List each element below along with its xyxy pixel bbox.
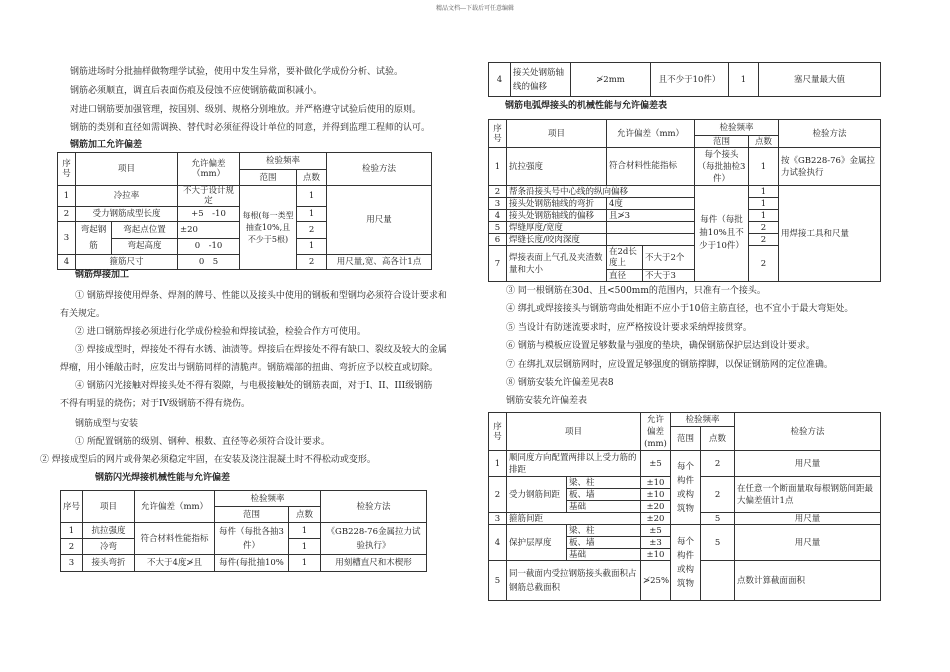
th-range: 范围: [215, 507, 289, 523]
cell: ±20: [641, 501, 671, 513]
cell: 不大于设计规定: [178, 186, 240, 207]
cell: 按《GB228-76》金属拉力试验执行: [779, 148, 881, 186]
cell: 5: [489, 561, 507, 601]
cell: 5: [489, 222, 507, 234]
cell: 在任意一个断面量取每根钢筋间距最大偏差值计1点: [735, 477, 881, 513]
page-header: 精品文档---下载后可任意编辑: [435, 5, 515, 12]
cell: 用尺量: [735, 513, 881, 525]
cell: 2: [749, 222, 779, 234]
cell: 焊缝厚度/宽度: [507, 222, 607, 234]
cell: 抗拉强度: [83, 523, 135, 539]
table2-title: 钢筋闪光焊接机械性能与允许偏差: [95, 473, 231, 483]
cell: 不大于2个: [643, 246, 695, 270]
cell: 每件（每批各抽3件）: [215, 523, 289, 555]
th-tolerance: 允许偏差(mm): [641, 413, 671, 451]
cell: 2: [701, 451, 735, 477]
th-no: 序号: [58, 153, 76, 186]
cell: 保护层厚度: [507, 525, 567, 561]
th-points: 点数: [701, 427, 735, 451]
weld-line-7: 不得有明显的烧伤；对于IV级钢筋不得有烧伤。: [60, 399, 251, 409]
weld-line-1: ① 钢筋焊接使用焊条、焊剂的牌号、性能以及接头中使用的钢板和型钢均必须符合设计要求和: [75, 291, 447, 301]
cell: 2: [297, 255, 327, 270]
cell: ±20: [178, 222, 240, 239]
cell: 焊接表面上气孔及夹渣数量和大小: [507, 246, 607, 282]
cell: ±10: [641, 489, 671, 501]
cell: 2: [58, 207, 76, 222]
cell: 7: [489, 246, 507, 282]
cell: 符合材料性能指标: [607, 148, 695, 186]
cell: 1: [58, 186, 76, 207]
note-4: ④ 绑扎或焊接接头与钢筋弯曲处相距不应小于10倍主筋直径，也不宜小于最大弯矩处。: [506, 304, 854, 314]
cell: 每个构件或构筑物: [671, 525, 701, 601]
cell: 接关处钢筋轴线的偏移: [511, 63, 571, 97]
cell: 1: [289, 539, 321, 555]
cell: 焊缝长度/咬肉深度: [507, 234, 607, 246]
cell: 5: [701, 525, 735, 561]
cell: 1: [297, 207, 327, 222]
cell: 不大于4度≯且: [135, 555, 215, 572]
cell: 弯起点位置: [112, 222, 178, 239]
cell: 1: [297, 238, 327, 255]
th-points: 点数: [749, 136, 779, 148]
table-rebar-processing: [57, 152, 432, 270]
cell: 1: [749, 198, 779, 210]
cell: 用刻槽直尺和木楔形: [321, 555, 427, 572]
th-no: 序号: [489, 120, 507, 148]
cell: ≯2mm: [571, 63, 651, 97]
cell: 1: [289, 523, 321, 539]
cell: 在2d长度上: [607, 246, 643, 270]
cell: ±5: [641, 451, 671, 477]
cell: ≯25%: [641, 561, 671, 601]
cell: 每件（每批抽10%且不少于10件）: [695, 186, 749, 282]
cell: ±3: [641, 537, 671, 549]
cell: 板、墙: [567, 489, 641, 501]
th-tolerance: 允许偏差（mm）: [135, 491, 215, 523]
th-method: 检验方法: [321, 491, 427, 523]
cell: 2: [297, 222, 327, 239]
th-no: 序号: [489, 413, 507, 451]
cell: 4度: [607, 198, 695, 210]
note-7: ⑦ 在绑扎双层钢筋网时，应设置足够强度的钢筋撑脚，以保证钢筋网的定位准确。: [506, 360, 833, 370]
cell: 4: [489, 63, 511, 97]
th-range: 范围: [671, 427, 701, 451]
th-range: 范围: [695, 136, 749, 148]
weld-line-6: ④ 钢筋闪光接触对焊接头处不得有裂隙，与电极接触处的钢筋表面，对于I、II、III级钢筋: [75, 381, 433, 391]
note-3: ③ 同一根钢筋在30d、且<500mm的范围内，只准有一个接头。: [506, 286, 766, 296]
cell: 2: [749, 234, 779, 246]
cell: 受力钢筋间距: [507, 477, 567, 513]
cell: 基础: [567, 501, 641, 513]
cell: 符合材料性能指标: [135, 523, 215, 555]
note-8: ⑧ 钢筋安装允许偏差见表8: [506, 378, 614, 388]
th-method: 检验方法: [327, 153, 432, 186]
cell: 帮条沿接头号中心线的纵向偏移: [507, 186, 695, 198]
cell: 3: [61, 555, 83, 572]
cell: 5: [701, 513, 735, 525]
cell: 每件(每批抽10%: [215, 555, 289, 572]
cell: 基础: [567, 549, 641, 561]
cell: 用尺量: [327, 186, 432, 255]
cell: 点数计算截面面积: [735, 561, 881, 601]
table-flash-welding: [60, 490, 427, 572]
cell: 4: [58, 255, 76, 270]
para-2: 钢筋必须顺直，调直后表面伤痕及侵蚀不应使钢筋截面积减小。: [70, 86, 323, 96]
cell: 2: [701, 477, 735, 513]
cell: 1: [489, 451, 507, 477]
th-no: 序号: [61, 491, 83, 523]
th-tolerance: 允许偏差（mm）: [178, 153, 240, 186]
th-freq: 检验频率: [240, 153, 327, 170]
cell: 用尺量: [735, 451, 881, 477]
cell: 箍筋间距: [507, 513, 641, 525]
note-5: ⑤ 当设计有防迷流要求时，应严格按设计要求采纳焊接贯穿。: [506, 323, 752, 333]
th-points: 点数: [297, 170, 327, 186]
cell: 抗拉强度: [507, 148, 607, 186]
cell: 用焊接工具和尺量: [779, 186, 881, 282]
cell: 3: [489, 513, 507, 525]
cell: ±10: [641, 549, 671, 561]
cell: 接头处钢筋轴线的弯折: [507, 198, 607, 210]
weld-line-4: ③ 焊接成型时，焊接处不得有水锈、油渍等。焊接后在焊接处不得有缺口、裂纹及较大的金属: [75, 345, 447, 355]
para-4: 钢筋的类别和直径如需调换、替代时必须征得设计单位的同意，并得到监理工程师的认可。: [70, 123, 431, 133]
cell: 箍筋尺寸: [76, 255, 178, 270]
cell: 梁、柱: [567, 477, 641, 489]
cell: 且不少于10件）: [651, 63, 729, 97]
cell: 2: [489, 186, 507, 198]
install-line-2: ② 焊接成型后的网片或骨架必须稳定牢固，在安装及浇注混凝土时不得松动或变形。: [40, 455, 376, 465]
note-6: ⑥ 钢筋与模板应设置足够数量与强度的垫块，确保钢筋保护层达到设计要求。: [506, 341, 815, 351]
section-install-title: 钢筋成型与安装: [75, 419, 139, 429]
th-method: 检验方法: [779, 120, 881, 148]
table1-title: 钢筋加工允许偏差: [70, 140, 143, 150]
cell: 《GB228-76金属拉力试验执行》: [321, 523, 427, 555]
weld-line-2: 有关规定。: [60, 309, 106, 319]
cell: 顺同度方向配置两排以上受力筋的排距: [507, 451, 641, 477]
cell: ±10: [641, 477, 671, 489]
cell: 受力钢筋成型长度: [76, 207, 178, 222]
cell: 2: [749, 246, 779, 282]
cell: 1: [749, 210, 779, 222]
weld-line-5: 焊瘤，用小锤敲击时，应发出与钢筋同样的清脆声。钢筋端部的扭曲、弯折应予以校直或切除。: [60, 363, 439, 373]
th-freq: 检验频率: [215, 491, 321, 507]
cell: 6: [489, 234, 507, 246]
cell: 1: [61, 523, 83, 539]
cell: 弯起钢筋: [76, 222, 112, 255]
cell: 2: [489, 477, 507, 513]
cell: 且≯3: [607, 210, 695, 222]
cell: 每个接头（每批抽检3件）: [695, 148, 749, 186]
cell: 梁、柱: [567, 525, 641, 537]
weld-line-3: ② 进口钢筋焊接必须进行化学成份检验和焊接试验，检验合作方可使用。: [75, 327, 366, 337]
cell: 不大于3: [643, 270, 695, 282]
para-3: 对进口钢筋要加强管理，按国别、级别、规格分别堆放。并严格遵守试验后使用的原则。: [70, 105, 422, 115]
table3-title: 钢筋电弧焊接头的机械性能与允许偏差表: [505, 101, 668, 111]
cell: +5 -10: [178, 207, 240, 222]
th-item: 项目: [507, 413, 641, 451]
th-freq: 检验频率: [695, 120, 779, 136]
cell: 1: [749, 148, 779, 186]
cell: 接头处钢筋轴线的偏移: [507, 210, 607, 222]
cell: 0 5: [178, 255, 240, 270]
cell: 同一截面内受拉钢筋接头截面积占钢筋总截面积: [507, 561, 641, 601]
cell: 1: [297, 186, 327, 207]
cell: 4: [489, 210, 507, 222]
section-welding-title: 钢筋焊接加工: [75, 270, 130, 280]
cell: 冷拉率: [76, 186, 178, 207]
cell: 4: [489, 525, 507, 561]
cell: 1: [489, 148, 507, 186]
cell: 1: [289, 555, 321, 572]
install-line-1: ① 所配置钢筋的级别、钢种、根数、直径等必须符合设计要求。: [75, 437, 330, 447]
cell: 3: [489, 198, 507, 210]
cell: 直径: [607, 270, 643, 282]
cell: 2: [61, 539, 83, 555]
cell: 1: [729, 63, 759, 97]
cell: 塞尺量最大值: [759, 63, 881, 97]
th-range: 范围: [240, 170, 297, 186]
cell: ±5: [641, 525, 671, 537]
table4-title: 钢筋安装允许偏差表: [506, 396, 588, 406]
cell: 用尺量,宽、高各计1点: [327, 255, 432, 270]
cell: 1: [749, 186, 779, 198]
cell: 弯起高度: [112, 238, 178, 255]
cell: 每根(每一类型抽查10%,且不少于5根): [240, 186, 297, 270]
cell: ±20: [641, 513, 671, 525]
cell: 3: [58, 222, 76, 255]
para-1: 钢筋进场时分批抽样做物理学试验，使用中发生异常，要补做化学成份分析、试验。: [70, 67, 404, 77]
cell: 板、墙: [567, 537, 641, 549]
cell: 0 -10: [178, 238, 240, 255]
cell: 每个构件或构筑物: [671, 451, 701, 525]
cell: 接头弯折: [83, 555, 135, 572]
table-rebar-install: [488, 412, 881, 601]
th-item: 项目: [507, 120, 607, 148]
table-flash-welding-cont: [488, 62, 881, 97]
th-points: 点数: [289, 507, 321, 523]
th-item: 项目: [76, 153, 178, 186]
table-arc-welding: [488, 119, 881, 282]
cell: 用尺量: [735, 525, 881, 561]
cell: 冷弯: [83, 539, 135, 555]
th-freq: 检验频率: [671, 413, 735, 427]
th-item: 项目: [83, 491, 135, 523]
th-tolerance: 允许偏差（mm）: [607, 120, 695, 148]
th-method: 检验方法: [735, 413, 881, 451]
